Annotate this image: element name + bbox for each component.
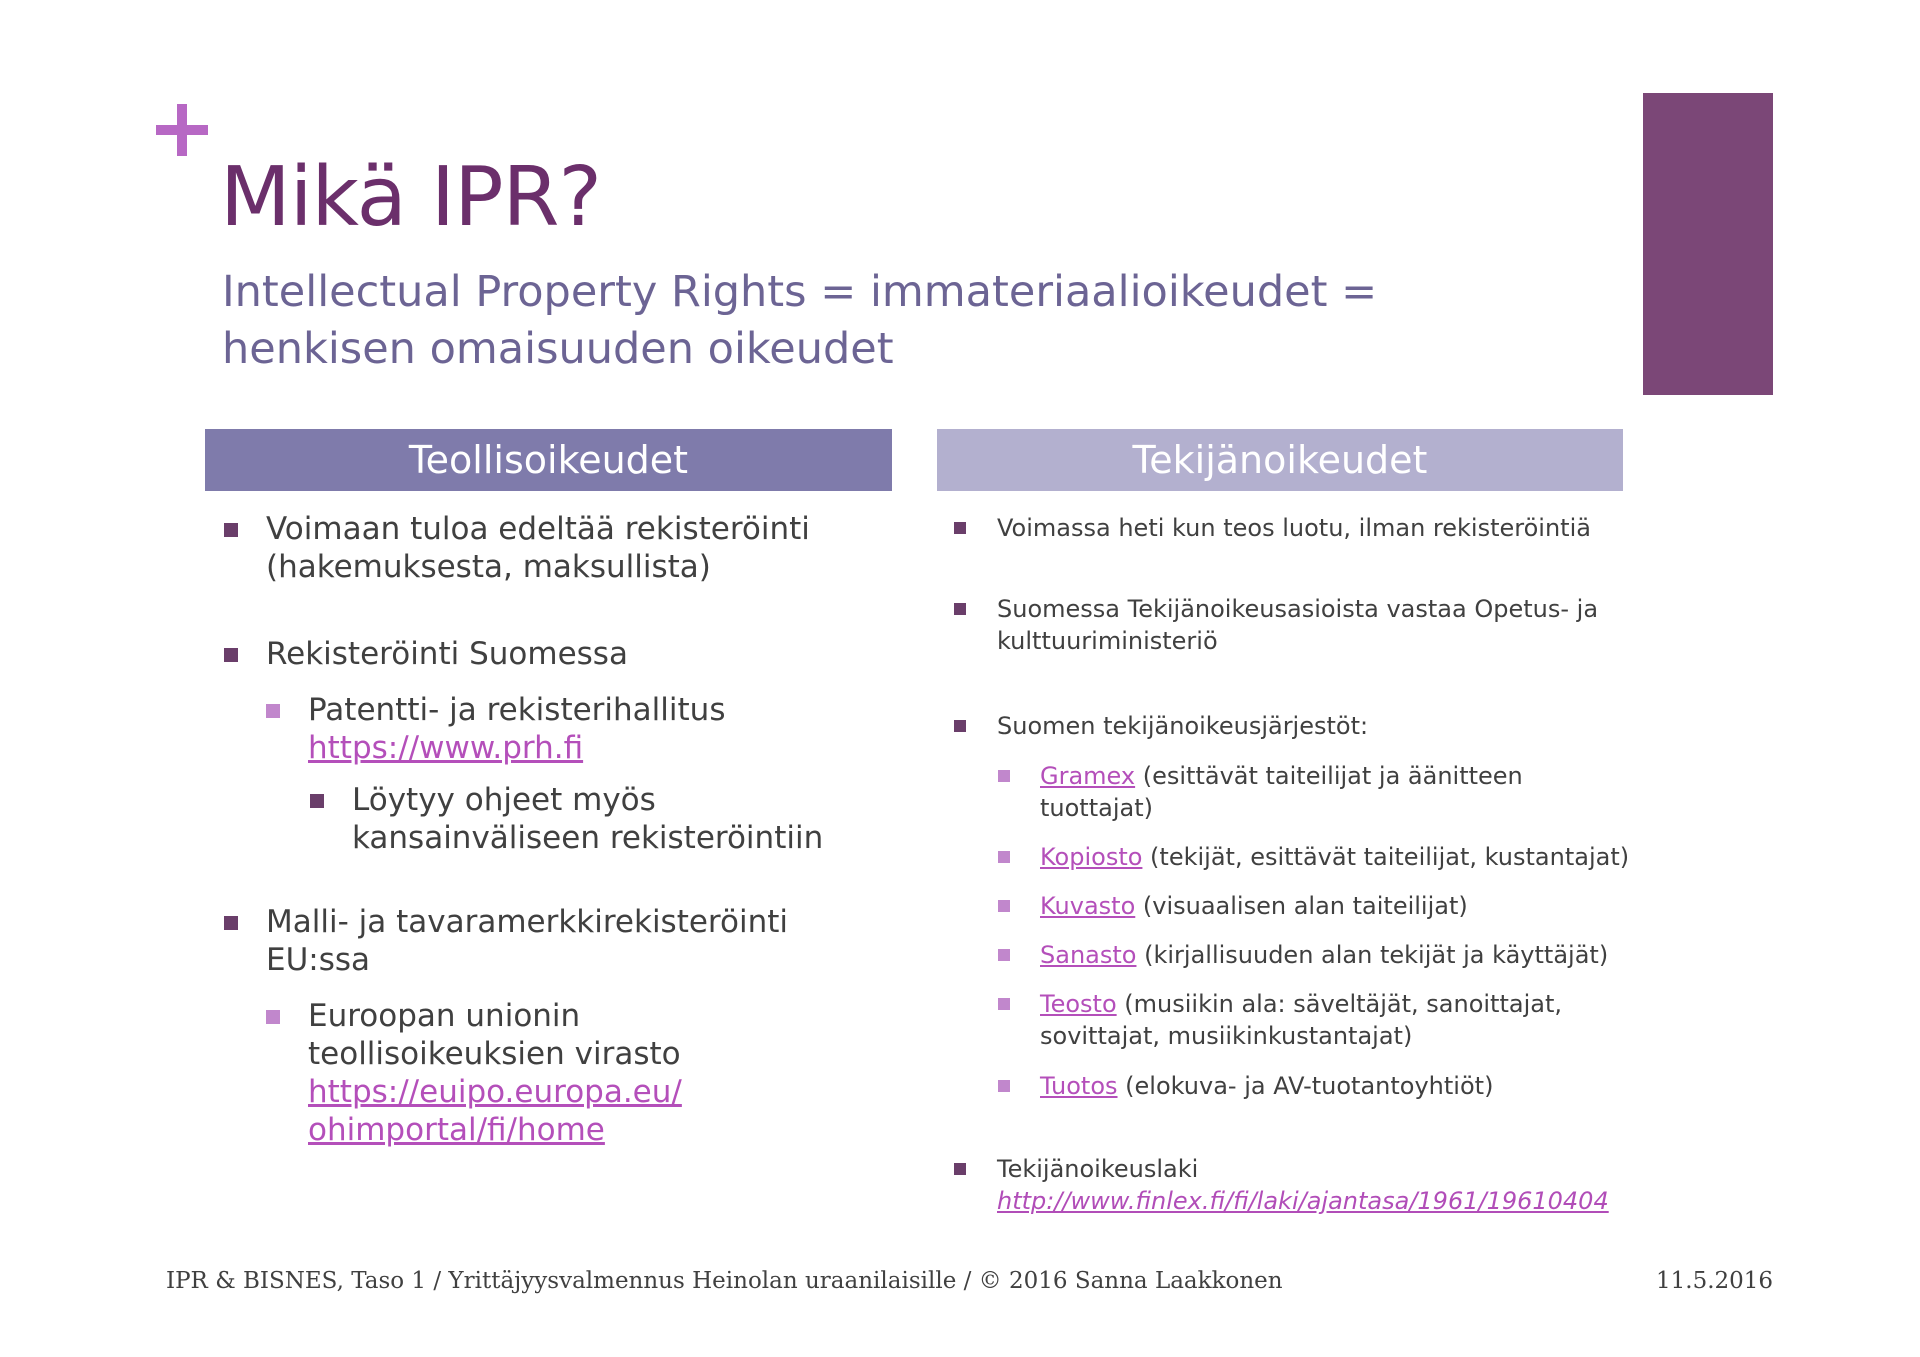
bullet-text — [997, 1153, 1609, 1217]
plus-icon — [156, 104, 208, 156]
org-sanasto — [998, 939, 1608, 971]
bullet-square-icon — [224, 523, 238, 537]
bullet-text — [1040, 890, 1468, 922]
footer-credit: IPR & BISNES, Taso 1 / Yrittäjyysvalmennus Heinolan uraanilaisille / © 2016 Sanna Laakkonen — [166, 1268, 1283, 1294]
bullet-text — [352, 781, 823, 857]
bullet-square-icon — [998, 998, 1010, 1010]
bullet-line: kulttuuriministeriö — [997, 627, 1218, 655]
accent-bar — [1643, 93, 1773, 395]
bullet-text — [1040, 841, 1629, 873]
bullet-text — [1040, 988, 1562, 1052]
org-teosto — [998, 988, 1562, 1052]
bullet-square-icon — [224, 916, 238, 930]
left-bullet-finland — [224, 635, 628, 673]
bullet-text — [266, 510, 810, 586]
bullet-line: (hakemuksesta, maksullista) — [266, 549, 711, 585]
sanasto-link[interactable]: Sanasto — [1040, 941, 1137, 969]
bullet-square-icon — [998, 1080, 1010, 1092]
bullet-square-icon — [998, 851, 1010, 863]
link-line: ohimportal/fi/home — [308, 1112, 605, 1148]
right-bullet-orgs — [954, 710, 1368, 742]
org-desc: (musiikin ala: säveltäjät, sanoittajat, — [1116, 990, 1562, 1018]
bullet-text — [308, 997, 682, 1149]
org-gramex — [998, 760, 1523, 824]
org-tuotos — [998, 1070, 1493, 1102]
bullet-text — [266, 903, 788, 979]
left-bullet-registration — [224, 510, 810, 586]
bullet-line: Löytyy ohjeet myös — [352, 782, 656, 818]
bullet-square-icon — [224, 648, 238, 662]
left-subbullet-euipo — [266, 997, 682, 1149]
left-subsubbullet-intl — [310, 781, 823, 857]
kuvasto-link[interactable]: Kuvasto — [1040, 892, 1136, 920]
footer-date: 11.5.2016 — [1656, 1268, 1774, 1294]
bullet-text — [1040, 1070, 1493, 1102]
org-desc: sovittajat, musiikinkustantajat) — [1040, 1022, 1413, 1050]
bullet-square-icon — [998, 770, 1010, 782]
org-desc: tuottajat) — [1040, 794, 1153, 822]
org-kopiosto — [998, 841, 1629, 873]
bullet-square-icon — [266, 704, 280, 718]
bullet-line: Suomessa Tekijänoikeusasioista vastaa Opetus- ja — [997, 595, 1599, 623]
left-bullet-eu — [224, 903, 788, 979]
slide-title: Mikä IPR? — [220, 150, 602, 245]
org-desc: (tekijät, esittävät taiteilijat, kustantajat) — [1142, 843, 1630, 871]
euipo-link[interactable] — [308, 1074, 682, 1148]
bullet-square-icon — [998, 900, 1010, 912]
bullet-square-icon — [266, 1010, 280, 1024]
bullet-text: Rekisteröinti Suomessa — [266, 636, 628, 672]
org-desc: (visuaalisen alan taiteilijat) — [1135, 892, 1468, 920]
org-kuvasto — [998, 890, 1468, 922]
tuotos-link[interactable]: Tuotos — [1040, 1072, 1118, 1100]
bullet-text: Voimassa heti kun teos luotu, ilman rekisteröintiä — [997, 514, 1591, 542]
bullet-text — [308, 691, 725, 767]
right-bullet-ministry — [954, 593, 1598, 657]
finlex-link[interactable]: http://www.finlex.fi/fi/laki/ajantasa/1961/19610404 — [997, 1187, 1609, 1215]
bullet-line: Tekijänoikeuslaki — [997, 1155, 1199, 1183]
bullet-square-icon — [310, 794, 324, 808]
bullet-line: Euroopan unionin — [308, 998, 581, 1034]
left-subbullet-prh — [266, 691, 725, 767]
gramex-link[interactable]: Gramex — [1040, 762, 1136, 790]
right-bullet-law — [954, 1153, 1609, 1217]
bullet-square-icon — [998, 949, 1010, 961]
heading-teollisoikeudet: Teollisoikeudet — [205, 429, 892, 491]
bullet-line: Malli- ja tavaramerkkirekisteröinti — [266, 904, 788, 940]
kopiosto-link[interactable]: Kopiosto — [1040, 843, 1143, 871]
bullet-text — [1040, 939, 1608, 971]
teosto-link[interactable]: Teosto — [1040, 990, 1117, 1018]
bullet-square-icon — [954, 720, 966, 732]
prh-link[interactable]: https://www.prh.fi — [308, 730, 584, 766]
right-bullet-immediate — [954, 512, 1591, 544]
link-line: https://euipo.europa.eu/ — [308, 1074, 682, 1110]
slide-subtitle: Intellectual Property Rights = immateriaalioikeudet = henkisen omaisuuden oikeudet — [222, 267, 1378, 374]
org-desc: (kirjallisuuden alan tekijät ja käyttäjät) — [1136, 941, 1609, 969]
bullet-line: EU:ssa — [266, 942, 371, 978]
org-desc: (esittävät taiteilijat ja äänitteen — [1135, 762, 1523, 790]
bullet-square-icon — [954, 1163, 966, 1175]
bullet-line: Patentti- ja rekisterihallitus — [308, 692, 726, 728]
bullet-line: teollisoikeuksien virasto — [308, 1036, 681, 1072]
bullet-square-icon — [954, 522, 966, 534]
org-desc: (elokuva- ja AV-tuotantoyhtiöt) — [1117, 1072, 1494, 1100]
bullet-text: Suomen tekijänoikeusjärjestöt: — [997, 712, 1369, 740]
bullet-text — [1040, 760, 1523, 824]
bullet-line: kansainväliseen rekisteröintiin — [352, 820, 824, 856]
bullet-text — [997, 593, 1598, 657]
heading-tekijanoikeudet: Tekijänoikeudet — [937, 429, 1623, 491]
bullet-line: Voimaan tuloa edeltää rekisteröinti — [266, 511, 810, 547]
bullet-square-icon — [954, 603, 966, 615]
